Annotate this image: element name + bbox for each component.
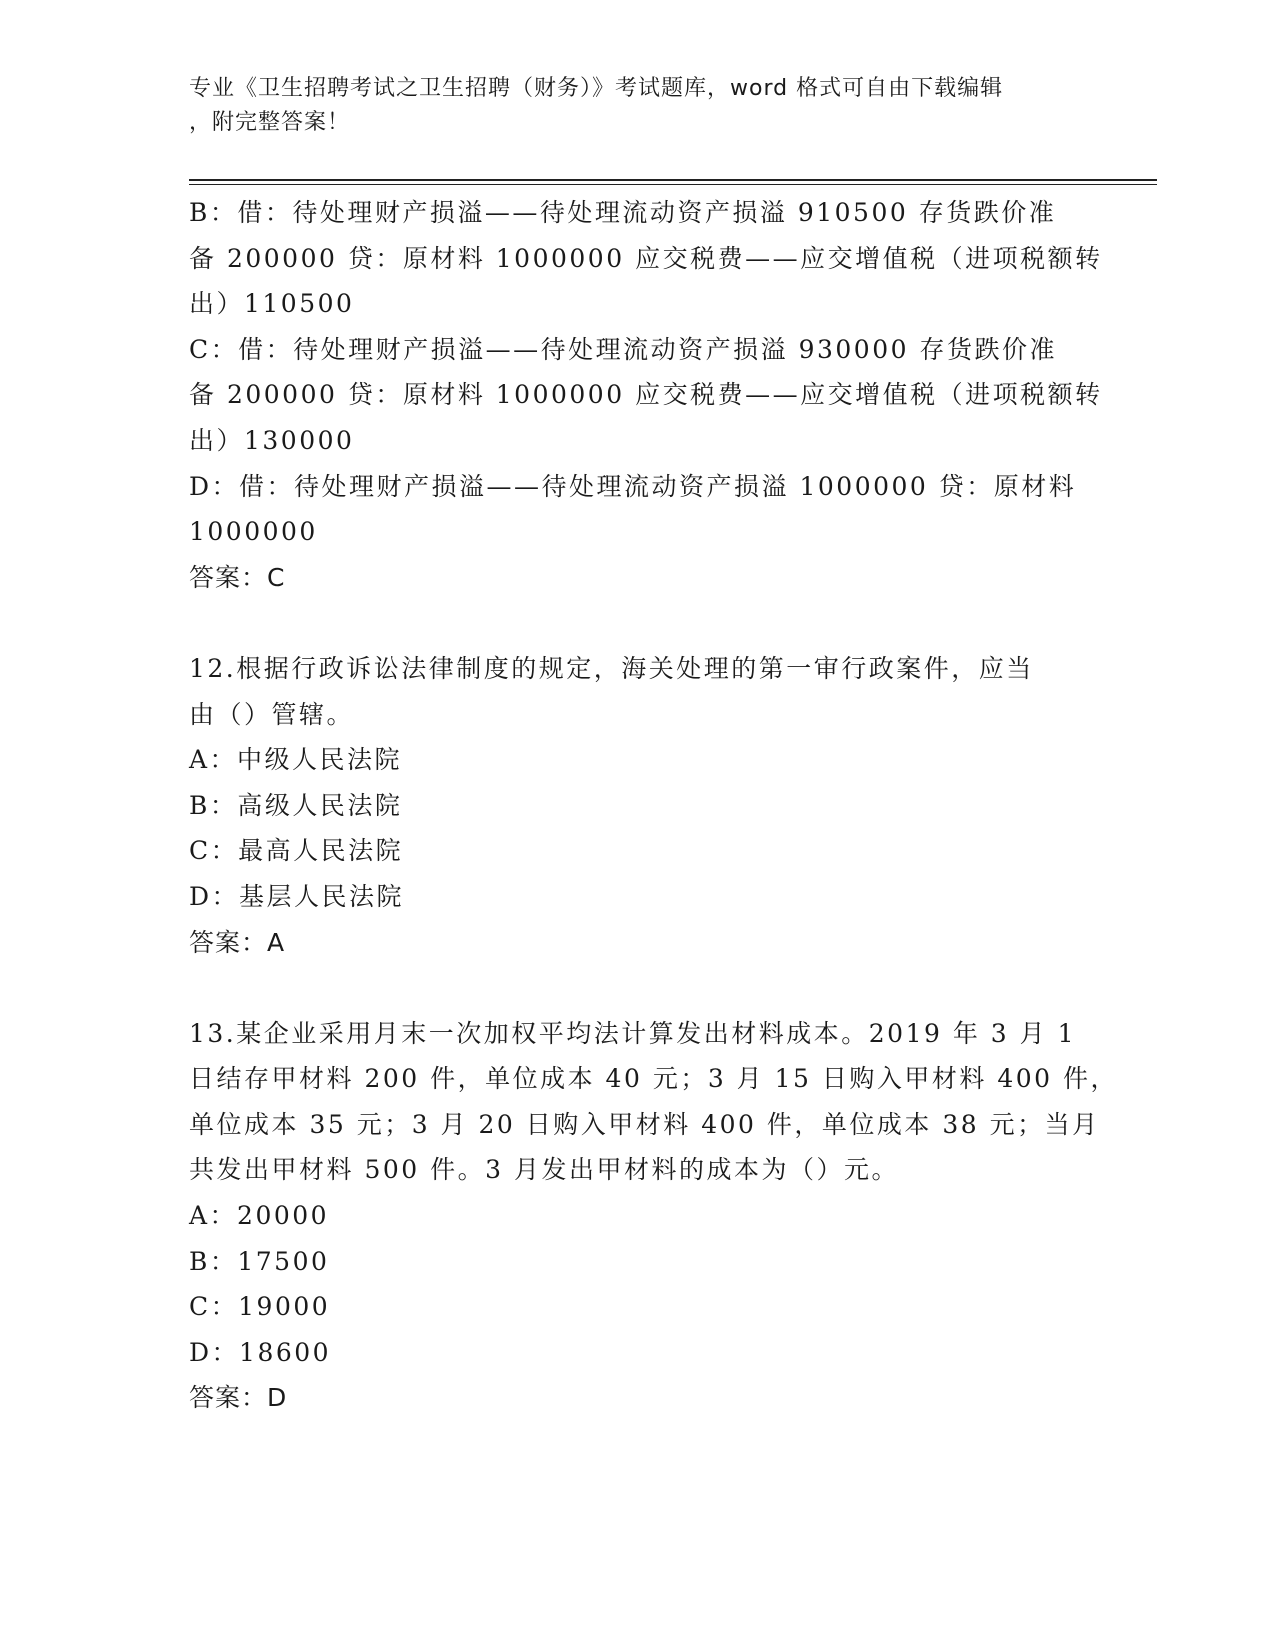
option-a: A：中级人民法院: [189, 745, 403, 775]
document-header: [189, 72, 1069, 140]
option-c-line: 备 200000 贷：原材料 1000000 应交税费——应交增值税（进项税额转: [189, 380, 1103, 410]
question-stem-line: 共发出甲材料 500 件。3 月发出甲材料的成本为（）元。: [189, 1155, 899, 1185]
option-d: D：基层人民法院: [189, 881, 405, 911]
option-b-line: 出）110500: [189, 289, 355, 319]
header-rule-thin: [189, 184, 1157, 185]
answer: 答案：D: [189, 1383, 288, 1413]
header-title-line2: ，附完整答案！: [189, 110, 351, 135]
option-a: A：20000: [189, 1201, 330, 1231]
question-stem-line: 单位成本 35 元；3 月 20 日购入甲材料 400 件，单位成本 38 元；当月: [189, 1109, 1100, 1139]
question-12: [189, 646, 1089, 965]
document-body: [189, 190, 1118, 1421]
option-d-line: D：借：待处理财产损溢——待处理流动资产损溢 1000000 贷：原材料: [189, 471, 1077, 501]
option-b-line: B：借：待处理财产损溢——待处理流动资产损溢 910500 存货跌价准: [189, 198, 1057, 227]
question-stem-line: 日结存甲材料 200 件，单位成本 40 元；3 月 15 日购入甲材料 400 件，: [189, 1064, 1118, 1094]
answer: 答案：A: [189, 927, 286, 957]
question-stem-line: 13.某企业采用月末一次加权平均法计算发出材料成本。2019 年 3 月 1: [189, 1018, 1076, 1048]
option-d: [189, 464, 1089, 555]
answer: 答案：C: [189, 562, 286, 592]
option-c: C：最高人民法院: [189, 836, 404, 866]
option-b-line: 备 200000 贷：原材料 1000000 应交税费——应交增值税（进项税额转: [189, 243, 1103, 273]
question-11-continued: [189, 190, 1103, 600]
option-d-line: 1000000: [189, 517, 318, 547]
option-c: [189, 327, 1103, 464]
option-c-line: C：借：待处理财产损溢——待处理流动资产损溢 930000 存货跌价准: [189, 334, 1057, 364]
option-d: D：18600: [189, 1337, 332, 1367]
option-c-line: 出）130000: [189, 425, 355, 455]
header-rule-thick: [189, 179, 1157, 181]
option-b: B：高级人民法院: [189, 790, 403, 820]
option-b: B：17500: [189, 1246, 330, 1276]
question-13: [189, 1011, 1118, 1421]
question-stem-line: 12.根据行政诉讼法律制度的规定，海关处理的第一审行政案件，应当: [189, 653, 1034, 683]
spacer: [189, 600, 1089, 646]
spacer: [189, 965, 1089, 1011]
option-b: [189, 190, 1103, 327]
option-c: C：19000: [189, 1292, 331, 1322]
question-stem-line: 由（）管辖。: [189, 699, 355, 729]
header-title-line1: 专业《卫生招聘考试之卫生招聘（财务）》考试题库，word 格式可自由下载编辑: [189, 76, 1004, 101]
